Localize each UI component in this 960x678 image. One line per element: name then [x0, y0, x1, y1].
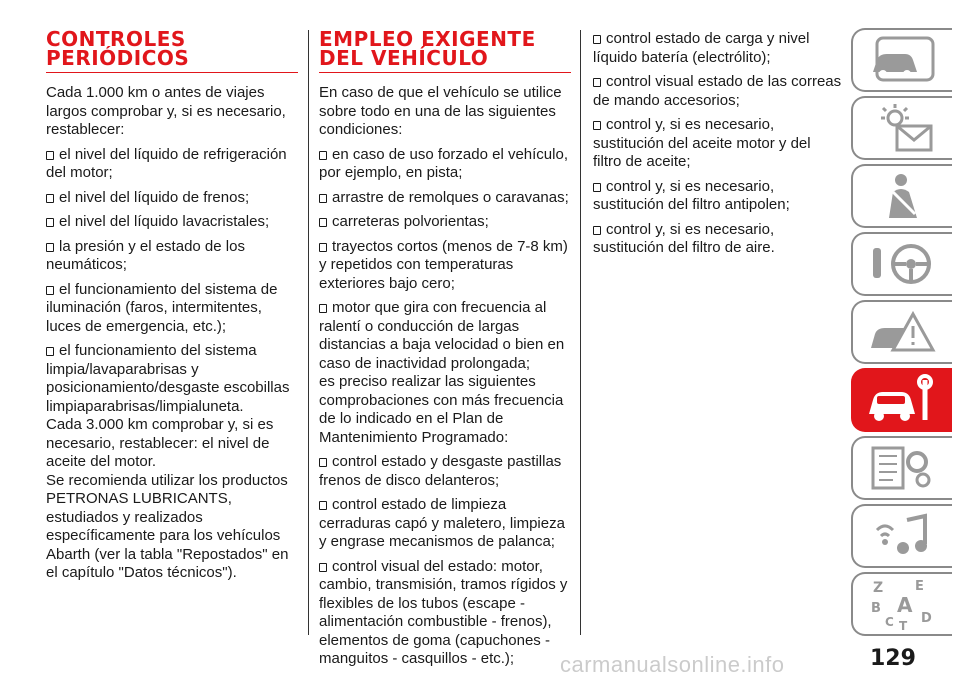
index-letter-c: C	[884, 615, 894, 629]
multimedia-icon	[863, 508, 943, 564]
emergency-icon	[863, 304, 943, 360]
column-divider	[308, 30, 309, 635]
checkbox-bullet-icon	[593, 121, 601, 130]
list-item: control estado de limpieza cerraduras capó y maletero, limpieza y engrase mecanismos de palanca;	[319, 496, 565, 550]
column-divider	[580, 30, 581, 635]
checkbox-bullet-icon	[46, 218, 54, 227]
intro-text: Cada 1.000 km o antes de viajes largos comprobar y, si es necesario, restablecer:	[46, 84, 286, 138]
checkbox-bullet-icon	[46, 151, 54, 160]
checkbox-bullet-icon	[319, 458, 327, 467]
paragraph: es preciso realizar las siguientes comprobaciones con más frecuencia de lo indicado en el Plan de Mantenimiento Programado:	[319, 373, 564, 446]
list-item: control estado y desgaste pastillas frenos de disco delanteros;	[319, 453, 562, 489]
list-item: trayectos cortos (menos de 7-8 km) y repetidos con temperaturas exteriores bajo cero;	[319, 237, 568, 292]
tab-car-dashboard[interactable]	[851, 28, 952, 92]
tab-maintenance[interactable]	[851, 368, 952, 432]
checkbox-bullet-icon	[46, 194, 54, 203]
column-demanding-use	[319, 27, 571, 669]
checkbox-bullet-icon	[46, 243, 54, 252]
checkbox-bullet-icon	[593, 226, 601, 235]
technical-data-icon	[863, 440, 943, 496]
column-periodic-checks	[46, 27, 298, 583]
checkbox-bullet-icon	[593, 183, 601, 192]
list-item: control y, si es necesario, sustitución del aceite motor y del filtro de aceite;	[593, 116, 811, 170]
index-letter-b: B	[870, 601, 881, 616]
checkbox-bullet-icon	[593, 78, 601, 87]
checkbox-bullet-icon	[319, 501, 327, 510]
tab-emergency[interactable]	[851, 300, 952, 364]
maintenance-icon	[863, 372, 943, 428]
checkbox-bullet-icon	[319, 304, 327, 313]
index-letter-e: E	[914, 579, 924, 594]
intro-text: En caso de que el vehículo se utilice sobre todo en una de las siguientes condiciones:	[319, 84, 562, 138]
list-item: carreteras polvorientas;	[319, 213, 571, 232]
checkbox-bullet-icon	[319, 194, 327, 203]
section-title: EMPLEO EXIGENTE DEL VEHÍCULO	[319, 30, 571, 73]
list-item: el funcionamiento del sistema limpia/lavaparabrisas y posicionamiento/desgaste escobillas limpiaparabrisas/limpialuneta.	[46, 342, 290, 415]
checkbox-bullet-icon	[319, 218, 327, 227]
checkbox-bullet-icon	[593, 35, 601, 44]
watermark: carmanualsonline.info	[560, 652, 785, 677]
paragraph: Se recomienda utilizar los productos PETRONAS LUBRICANTS, estudiados y realizados específicamente para los vehículos Abarth (ver la tabla "Repostados" en el capítulo "Datos técnicos").	[46, 471, 289, 581]
tab-technical-data[interactable]	[851, 436, 952, 500]
checkbox-bullet-icon	[46, 347, 54, 356]
checkbox-bullet-icon	[319, 563, 327, 572]
checkbox-bullet-icon	[46, 286, 54, 295]
column-continued-checks	[593, 30, 843, 258]
index-icon	[863, 576, 943, 632]
index-letter-d: D	[920, 611, 932, 626]
list-item: el nivel del líquido lavacristales;	[46, 213, 298, 232]
index-letter-t: T	[898, 619, 907, 632]
list-item: control visual estado de las correas de mando accesorios;	[593, 73, 842, 109]
car-dashboard-icon	[863, 32, 943, 88]
safety-icon	[863, 168, 943, 224]
tab-index[interactable]	[851, 572, 952, 636]
list-item: control y, si es necesario, sustitución del filtro antipolen;	[593, 177, 790, 213]
list-item: en caso de uso forzado el vehículo, por ejemplo, en pista;	[319, 145, 568, 181]
tab-starting-driving[interactable]	[851, 232, 952, 296]
tab-safety[interactable]	[851, 164, 952, 228]
index-letter-a: A	[896, 593, 912, 617]
starting-driving-icon	[863, 236, 943, 292]
page-number: 129	[870, 646, 916, 671]
list-item: el nivel del líquido de refrigeración del motor;	[46, 145, 287, 181]
paragraph: Cada 3.000 km comprobar y, si es necesario, restablecer: el nivel de aceite del motor.	[46, 416, 274, 470]
checkbox-bullet-icon	[319, 151, 327, 160]
tab-multimedia[interactable]	[851, 504, 952, 568]
warning-lights-icon	[863, 100, 943, 156]
section-title: CONTROLES PERIÓDICOS	[46, 30, 298, 73]
list-item: control estado de carga y nivel líquido batería (electrólito);	[593, 30, 810, 66]
index-letter-z: Z	[872, 580, 883, 596]
list-item: la presión y el estado de los neumáticos;	[46, 237, 245, 273]
list-item: control y, si es necesario, sustitución del filtro de aire.	[593, 220, 775, 256]
list-item: control visual del estado: motor, cambio, transmisión, tramos rígidos y flexibles de los tubos (escape - alimentación combustible - frenos), elementos de goma (capuchones - manguitos - casquillos - etc.);	[319, 557, 568, 667]
list-item: el funcionamiento del sistema de iluminación (faros, intermitentes, luces de emergencia, etc.);	[46, 280, 278, 335]
list-item: el nivel del líquido de frenos;	[46, 189, 298, 208]
tab-warning-lights[interactable]	[851, 96, 952, 160]
list-item: arrastre de remolques o caravanas;	[319, 189, 571, 208]
list-item: motor que gira con frecuencia al ralentí o conducción de largas distancias a baja velocidad o bien en caso de inactividad prolongada;	[319, 299, 565, 372]
checkbox-bullet-icon	[319, 243, 327, 252]
